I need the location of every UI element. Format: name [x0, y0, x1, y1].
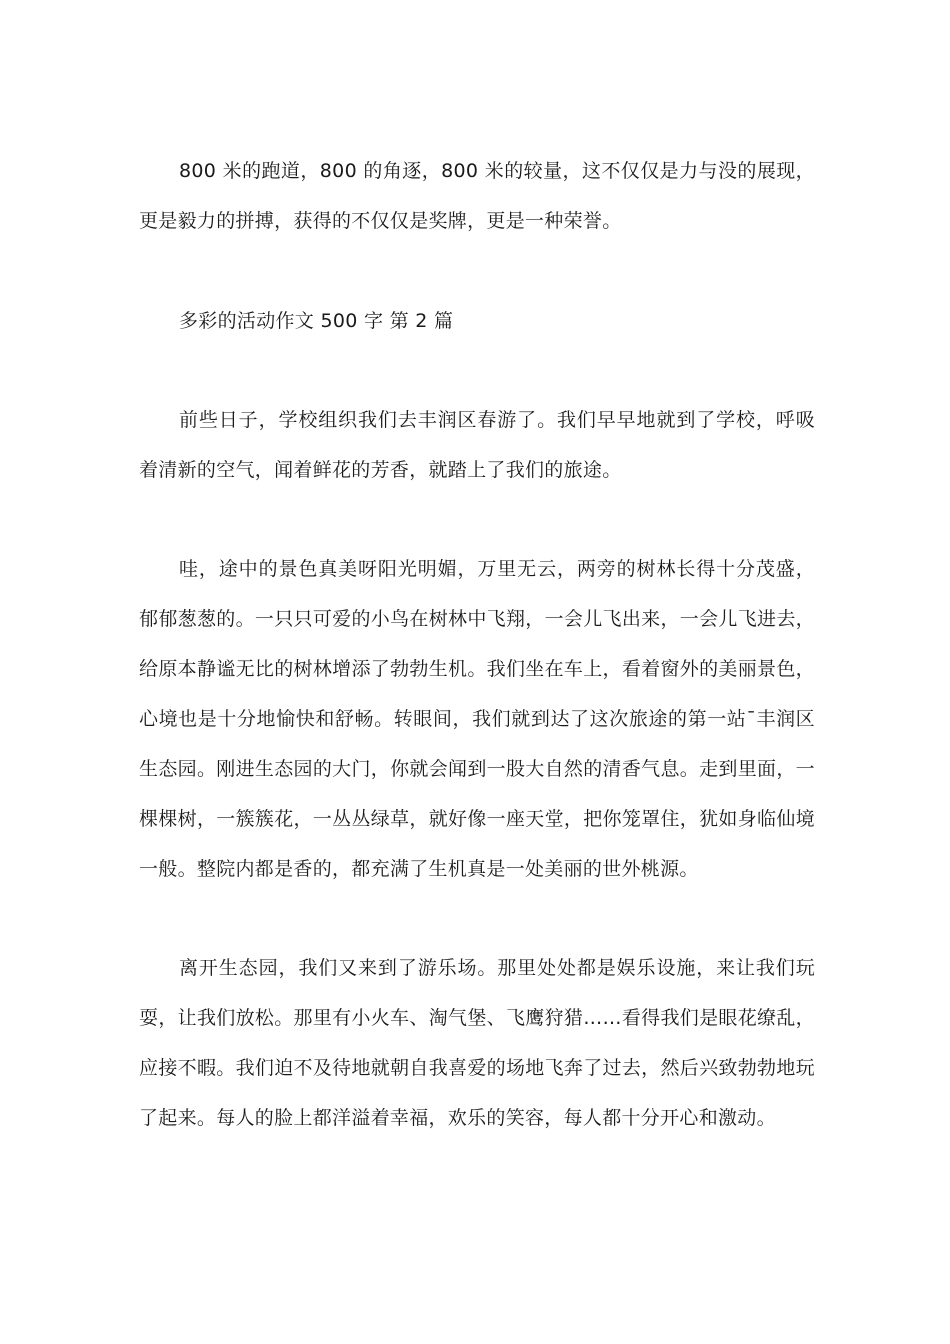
paragraph-amusement-park: 离开生态园，我们又来到了游乐场。那里处处都是娱乐设施，来让我们玩耍，让我们放松。那里有小火车、淘气堡、飞鹰狩猎……看得我们是眼花缭乱，应接不暇。我们迫不及待地就朝自我喜爱的场地飞奔了过去，然后兴致勃勃地玩了起来。每人的脸上都洋溢着幸福，欢乐的笑容，每人都十分开心和激动。: [139, 957, 815, 1129]
paragraph-scenery: 哇，途中的景色真美呀阳光明媚，万里无云，两旁的树林长得十分茂盛，郁郁葱葱的。一只只可爱的小鸟在树林中飞翔，一会儿飞出来，一会儿飞进去，给原本静谧无比的树林增添了勃勃生机。我们坐在车上，看着窗外的美丽景色，心境也是十分地愉快和舒畅。转眼间，我们就到达了这次旅途的第一站¯丰润区生态园。刚进生态园的大门，你就会闻到一股大自然的清香气息。走到里面，一棵棵树，一簇簇花，一丛丛绿草，就好像一座天堂，把你笼罩住，犹如身临仙境一般。整院内都是香的，都充满了生机真是一处美丽的世外桃源。: [139, 558, 815, 880]
paragraph-spring-outing: 前些日子，学校组织我们去丰润区春游了。我们早早地就到了学校，呼吸着清新的空气，闻着鲜花的芳香，就踏上了我们的旅途。: [139, 409, 815, 481]
paragraph-800m-race: 800 米的跑道，800 的角逐，800 米的较量，这不仅仅是力与没的展现，更是毅力的拼搏，获得的不仅仅是奖牌，更是一种荣誉。: [139, 160, 815, 232]
section-heading: 多彩的活动作文 500 字 第 2 篇: [179, 310, 454, 332]
